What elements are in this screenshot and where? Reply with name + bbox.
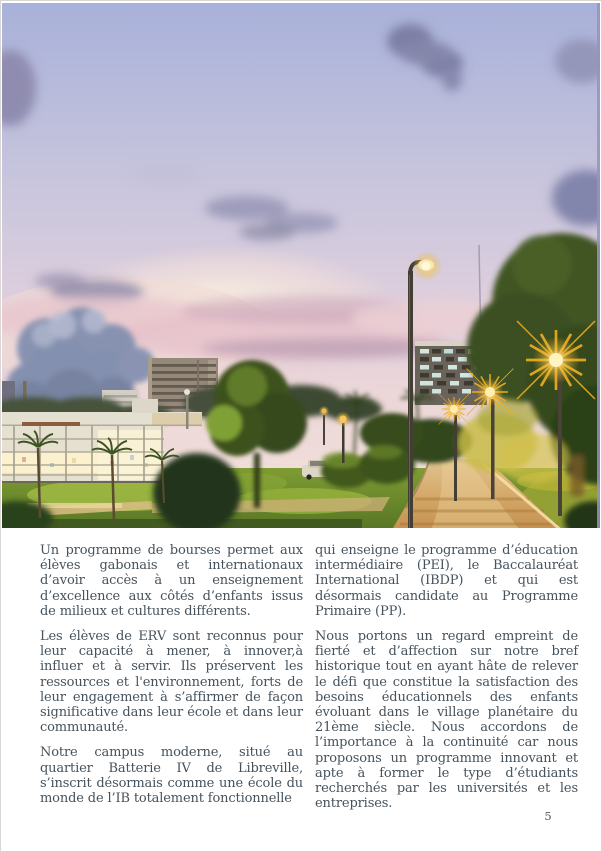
paragraph-campus: Notre campus moderne, situé au quartier Batterie IV de Libreville, s’inscrit désormais comme une école du monde de l’IB totalement fonctionnelle [40,745,303,807]
paragraph-scholarships: Un programme de bourses permet aux élèves gabonais et internationaux d’avoir accès à un enseignement d’excellence aux côtés d’enfants issus de milieux et cultures différents. [40,543,303,619]
campus-photo-illustration [2,3,600,528]
paragraph-students: Les élèves de ERV sont reconnus pour leur capacité à mener, à innover,à influer et à servir. Ils préservent les ressources et l'environnement, forts de leur engagement à s’affirmer de façon significative dans leur école et dans leur communauté. [40,629,303,736]
paragraph-programmes: qui enseigne le programme d’éducation intermédiaire (PEI), le Baccalauréat International (IBDP) et qui est désormais candidate au Programme Primaire (PP). [315,543,578,619]
text-column-left [40,543,303,821]
paragraph-vision: Nous portons un regard empreint de fierté et d’affection sur notre bref historique tout en ayant hâte de relever le défi que constitue la satisfaction des besoins éducationnels des enfants évoluant dans le village planétaire du 21ème siècle. Nous accordons de l’importance à la continuité car nous proposons un programme innovant et apte à former le type d’étudiants recherchés par les universités et les entreprises. [315,629,578,812]
page-number: 5 [544,809,552,823]
campus-photo [2,3,600,528]
photo-edge-tint [597,3,600,528]
text-column-right [315,543,578,821]
article-body [40,543,578,821]
